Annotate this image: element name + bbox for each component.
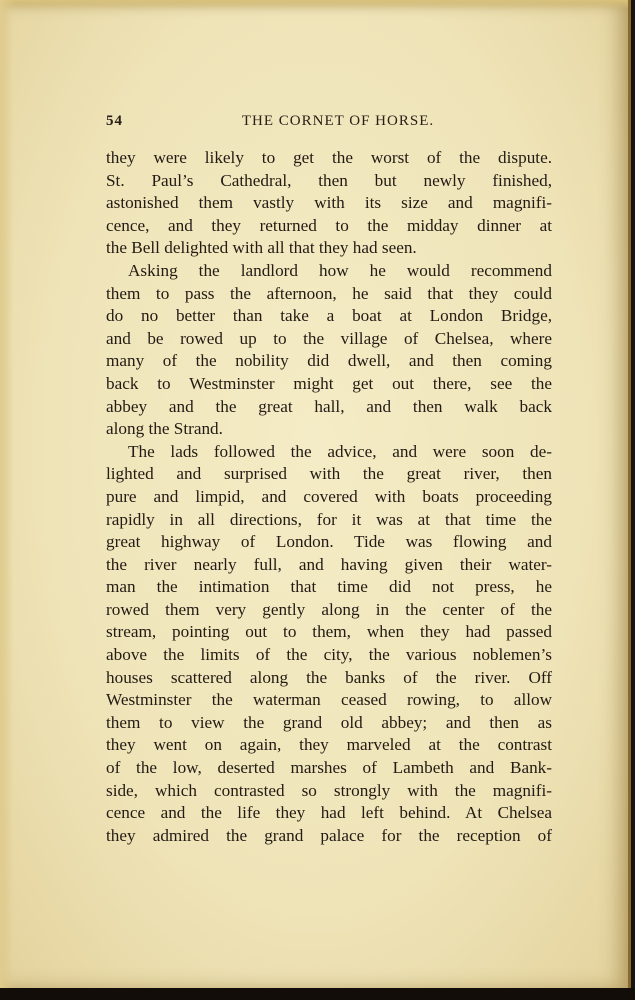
text-line: many of the nobility did dwell, and then coming xyxy=(106,351,552,371)
text-line: above the limits of the city, the various noblemen’s xyxy=(106,645,552,665)
text-line: do no better than take a boat at London Bridge, xyxy=(106,306,552,326)
text-line: them to view the grand old abbey; and then as xyxy=(106,712,552,732)
text-line: man the intimation that time did not press, he xyxy=(106,577,552,597)
text-line: stream, pointing out to them, when they had passed xyxy=(106,622,552,642)
text-line: St. Paul’s Cathedral, then but newly finished, xyxy=(106,170,552,190)
text-line: Westminster the waterman ceased rowing, to allow xyxy=(106,690,552,710)
text-line: rapidly in all directions, for it was at that time the xyxy=(106,509,552,529)
text-line: the river nearly full, and having given their water- xyxy=(106,554,552,574)
text-line: cence and the life they had left behind. At Chelsea xyxy=(106,803,552,823)
text-line: great highway of London. Tide was flowing and xyxy=(106,532,552,552)
text-line: them to pass the afternoon, he said that they could xyxy=(106,283,552,303)
text-line: astonished them vastly with its size and magnifi- xyxy=(106,193,552,213)
text-line: they admired the grand palace for the reception of xyxy=(106,825,552,845)
text-line: side, which contrasted so strongly with the magnifi- xyxy=(106,780,552,800)
page-top-edge xyxy=(0,0,628,10)
text-line: houses scattered along the banks of the river. Off xyxy=(106,667,552,687)
text-line: of the low, deserted marshes of Lambeth and Bank- xyxy=(106,758,552,778)
text-line: they went on again, they marveled at the contrast xyxy=(106,735,552,755)
page-number: 54 xyxy=(106,113,123,129)
text-line: they were likely to get the worst of the dispute. xyxy=(106,148,552,167)
body-text xyxy=(106,147,552,847)
text-line: Asking the landlord how he would recommend xyxy=(128,260,552,280)
running-head xyxy=(106,113,552,133)
text-line: rowed them very gently along in the center of the xyxy=(106,599,552,619)
text-line: back to Westminster might get out there, see the xyxy=(106,373,552,393)
scan-bottom-edge xyxy=(0,988,635,1000)
text-line: lighted and surprised with the great river, then xyxy=(106,464,552,484)
text-line: and be rowed up to the village of Chelsea, where xyxy=(106,328,552,348)
text-line: the Bell delighted with all that they had seen. xyxy=(106,238,417,258)
text-line: The lads followed the advice, and were soon de- xyxy=(128,441,552,461)
text-line: along the Strand. xyxy=(106,419,223,439)
page-left-edge xyxy=(0,0,14,988)
running-head-title: THE CORNET OF HORSE. xyxy=(241,113,435,129)
text-line: pure and limpid, and covered with boats proceeding xyxy=(106,486,552,506)
text-line: abbey and the great hall, and then walk back xyxy=(106,396,552,416)
text-line: cence, and they returned to the midday dinner at xyxy=(106,215,552,235)
